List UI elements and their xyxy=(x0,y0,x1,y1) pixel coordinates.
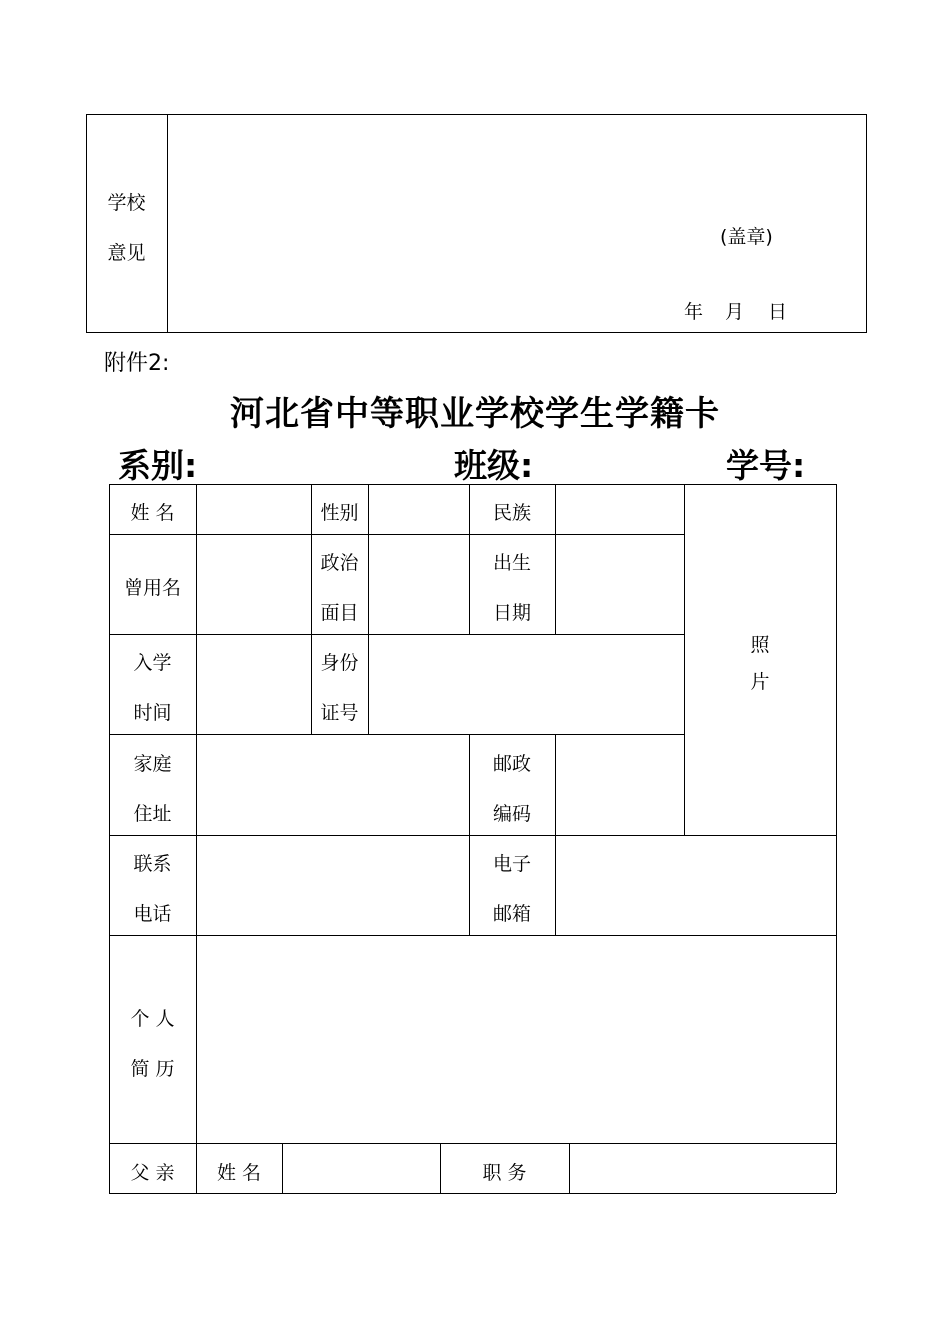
student-no-label: 学号: xyxy=(726,446,806,485)
label-political-1: 政治 xyxy=(320,552,359,574)
label-id-1: 身份 xyxy=(320,652,359,674)
opinion-label-line2: 意见 xyxy=(107,242,146,264)
photo-label-line1: 照 xyxy=(750,634,770,656)
label-enroll-2: 时间 xyxy=(133,702,172,724)
date-month: 月 xyxy=(725,301,745,323)
stamp-label: (盖章) xyxy=(720,226,773,248)
label-postal-2: 编码 xyxy=(492,803,531,825)
label-id-2: 证号 xyxy=(320,702,359,724)
label-address-2: 住址 xyxy=(133,803,172,825)
label-resume-2: 简 历 xyxy=(130,1058,175,1080)
department-label: 系别: xyxy=(118,446,198,485)
opinion-label-line1: 学校 xyxy=(107,192,146,214)
label-address-1: 家庭 xyxy=(133,753,172,775)
label-resume-1: 个 人 xyxy=(130,1008,175,1030)
label-birth-2: 日期 xyxy=(492,602,531,624)
date-year: 年 xyxy=(684,301,704,323)
label-former-name: 曾用名 xyxy=(123,577,181,599)
photo-label-line2: 片 xyxy=(750,671,770,693)
label-name: 姓 名 xyxy=(130,502,175,524)
label-gender: 性别 xyxy=(320,502,359,524)
label-enroll-1: 入学 xyxy=(133,652,172,674)
class-label: 班级: xyxy=(454,446,534,485)
label-father: 父 亲 xyxy=(130,1162,175,1184)
label-phone-2: 电话 xyxy=(133,903,172,925)
label-political-2: 面目 xyxy=(320,602,359,624)
date-day: 日 xyxy=(768,301,788,323)
label-email-1: 电子 xyxy=(492,853,531,875)
label-phone-1: 联系 xyxy=(133,853,172,875)
page-title: 河北省中等职业学校学生学籍卡 xyxy=(230,394,720,434)
annex-label: 附件2: xyxy=(104,351,170,376)
label-postal-1: 邮政 xyxy=(492,753,531,775)
label-father-post: 职 务 xyxy=(482,1162,527,1184)
label-ethnicity: 民族 xyxy=(492,502,531,524)
label-birth-1: 出生 xyxy=(492,552,531,574)
label-email-2: 邮箱 xyxy=(492,903,531,925)
label-father-name: 姓 名 xyxy=(216,1162,262,1184)
